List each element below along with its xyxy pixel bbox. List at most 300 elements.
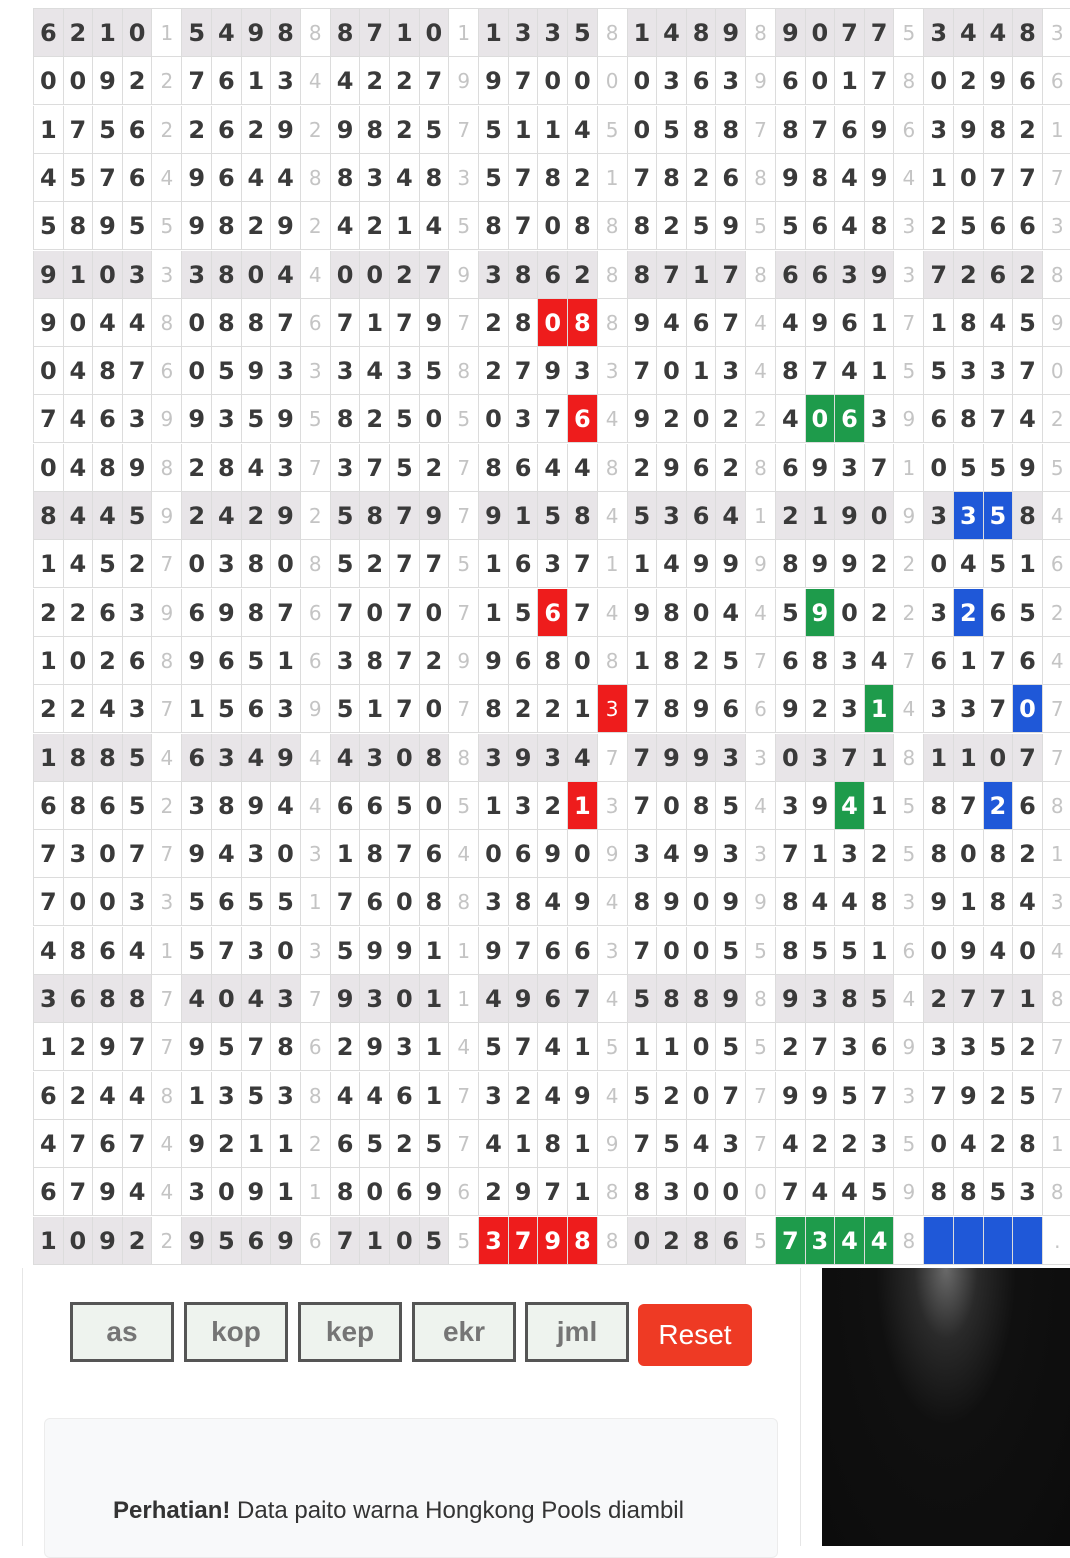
paito-digit: 1 (508, 492, 538, 540)
paito-digit: 9 (92, 57, 122, 105)
paito-digit: 5 (686, 202, 716, 250)
paito-digit: 3 (389, 1023, 419, 1071)
paito-digit-green: 4 (834, 782, 864, 830)
paito-digit: 4 (983, 299, 1013, 347)
paito-digit: 0 (686, 1072, 716, 1120)
notice-bold: Perhatian! (113, 1497, 231, 1524)
paito-separator-digit: 4 (597, 395, 627, 443)
paito-digit: 0 (834, 589, 864, 637)
paito-separator-digit: 9 (151, 589, 181, 637)
paito-separator-digit: 8 (745, 9, 775, 57)
paito-separator-digit: 9 (745, 57, 775, 105)
paito-digit: 5 (122, 492, 152, 540)
paito-digit: 0 (478, 830, 508, 878)
paito-digit: 0 (419, 9, 449, 57)
paito-digit: 1 (181, 685, 211, 733)
paito-separator-digit: 5 (745, 1217, 775, 1265)
paito-digit: 8 (983, 106, 1013, 154)
paito-digit-red: 0 (537, 299, 567, 347)
paito-digit-red: 6 (567, 395, 597, 443)
paito-digit: 2 (63, 9, 93, 57)
paito-digit: 2 (1012, 251, 1042, 299)
paito-digit: 4 (211, 9, 241, 57)
paito-digit: 8 (775, 540, 805, 588)
paito-separator-digit: 2 (300, 492, 330, 540)
paito-digit: 8 (330, 9, 360, 57)
paito-separator-digit: 3 (893, 202, 923, 250)
paito-digit: 8 (478, 202, 508, 250)
paito-digit: 9 (181, 1217, 211, 1265)
paito-digit: 8 (330, 1168, 360, 1216)
paito-separator-digit: 8 (300, 540, 330, 588)
paito-separator-digit: 1 (745, 492, 775, 540)
kep-input[interactable] (298, 1302, 402, 1362)
paito-digit: 9 (627, 589, 657, 637)
paito-digit: 6 (1012, 637, 1042, 685)
paito-digit: 6 (508, 540, 538, 588)
paito-separator-digit: 5 (745, 1023, 775, 1071)
paito-digit: 8 (953, 299, 983, 347)
paito-digit: 8 (775, 347, 805, 395)
paito-digit: 4 (359, 1072, 389, 1120)
paito-digit: 8 (627, 1168, 657, 1216)
paito-digit: 5 (508, 589, 538, 637)
paito-digit: 9 (805, 299, 835, 347)
paito-digit: 0 (270, 927, 300, 975)
paito-digit: 6 (181, 734, 211, 782)
paito-separator-digit: 7 (1042, 685, 1070, 733)
paito-digit: 3 (211, 1072, 241, 1120)
paito-row (33, 637, 1070, 685)
paito-digit: 1 (805, 830, 835, 878)
paito-separator-digit: 5 (448, 1217, 478, 1265)
paito-separator-digit: 1 (448, 9, 478, 57)
paito-digit: 8 (953, 395, 983, 443)
paito-digit: 4 (775, 299, 805, 347)
paito-digit: 8 (686, 782, 716, 830)
paito-digit: 4 (537, 878, 567, 926)
paito-digit: 7 (864, 9, 894, 57)
paito-digit: 5 (834, 1072, 864, 1120)
paito-digit: 8 (419, 734, 449, 782)
paito-digit: 6 (1012, 202, 1042, 250)
paito-digit: 2 (567, 251, 597, 299)
paito-digit: 4 (656, 299, 686, 347)
paito-separator-digit: 8 (893, 1217, 923, 1265)
paito-digit: 4 (537, 444, 567, 492)
paito-digit: 6 (211, 57, 241, 105)
paito-digit: 7 (389, 685, 419, 733)
paito-separator-digit: 1 (448, 927, 478, 975)
paito-digit: 3 (478, 734, 508, 782)
paito-digit: 0 (923, 57, 953, 105)
paito-digit-blue (953, 1217, 983, 1265)
video-ad-panel[interactable] (822, 1268, 1070, 1546)
paito-digit: 2 (775, 1023, 805, 1071)
paito-separator-digit: 8 (300, 9, 330, 57)
paito-separator-digit: 3 (300, 927, 330, 975)
paito-separator-digit: 8 (1042, 251, 1070, 299)
paito-digit: 9 (270, 395, 300, 443)
paito-digit: 1 (627, 1023, 657, 1071)
paito-digit: 5 (715, 1023, 745, 1071)
paito-digit: 2 (805, 685, 835, 733)
paito-digit: 4 (33, 154, 63, 202)
paito-digit: 2 (241, 202, 271, 250)
paito-digit: 5 (983, 444, 1013, 492)
paito-digit: 8 (508, 878, 538, 926)
paito-digit: 2 (656, 1217, 686, 1265)
paito-digit: 8 (63, 734, 93, 782)
paito-digit: 1 (63, 251, 93, 299)
paito-separator-digit: 9 (893, 1023, 923, 1071)
paito-digit: 0 (389, 878, 419, 926)
paito-digit: 4 (211, 492, 241, 540)
paito-digit: 3 (63, 830, 93, 878)
paito-digit: 6 (1012, 782, 1042, 830)
paito-digit: 5 (330, 540, 360, 588)
paito-digit: 9 (567, 1072, 597, 1120)
paito-digit: 8 (359, 492, 389, 540)
paito-separator-digit: 1 (597, 154, 627, 202)
paito-digit: 7 (953, 975, 983, 1023)
paito-digit: 3 (270, 444, 300, 492)
paito-digit: 6 (686, 492, 716, 540)
paito-digit: 9 (953, 1072, 983, 1120)
paito-separator-digit: 5 (1042, 444, 1070, 492)
notice-box (44, 1418, 778, 1558)
paito-digit: 4 (567, 444, 597, 492)
paito-digit: 7 (834, 734, 864, 782)
paito-row (33, 1120, 1070, 1168)
paito-digit: 6 (122, 154, 152, 202)
paito-separator-digit: 9 (745, 540, 775, 588)
paito-digit: 0 (686, 1023, 716, 1071)
paito-digit: 4 (241, 154, 271, 202)
paito-digit: 7 (508, 927, 538, 975)
paito-digit: 0 (923, 927, 953, 975)
paito-digit: 9 (181, 202, 211, 250)
paito-digit: 9 (181, 154, 211, 202)
paito-digit: 6 (122, 637, 152, 685)
paito-separator-digit: 7 (745, 106, 775, 154)
paito-digit: 3 (181, 251, 211, 299)
paito-digit: 0 (953, 830, 983, 878)
paito-digit-red: 3 (478, 1217, 508, 1265)
paito-digit: 3 (656, 57, 686, 105)
paito-digit: 9 (864, 106, 894, 154)
paito-digit: 7 (864, 1072, 894, 1120)
paito-digit: 9 (627, 395, 657, 443)
paito-digit: 3 (478, 878, 508, 926)
paito-digit: 7 (864, 57, 894, 105)
paito-digit: 2 (92, 637, 122, 685)
paito-separator-digit: 5 (448, 782, 478, 830)
paito-digit: 2 (241, 106, 271, 154)
paito-digit: 4 (834, 347, 864, 395)
paito-separator-digit: 4 (300, 57, 330, 105)
paito-digit: 9 (627, 299, 657, 347)
paito-digit: 0 (241, 251, 271, 299)
paito-separator-digit: 3 (300, 830, 330, 878)
paito-digit: 3 (508, 9, 538, 57)
paito-digit: 0 (686, 589, 716, 637)
paito-digit: 9 (805, 782, 835, 830)
paito-separator-digit: 7 (448, 589, 478, 637)
paito-digit: 7 (715, 1072, 745, 1120)
paito-separator-digit: 1 (597, 540, 627, 588)
paito-digit: 5 (241, 1072, 271, 1120)
paito-digit: 7 (656, 251, 686, 299)
paito-digit: 9 (656, 878, 686, 926)
paito-digit: 6 (775, 57, 805, 105)
paito-digit: 9 (775, 154, 805, 202)
paito-separator-digit: 8 (597, 251, 627, 299)
paito-digit: 1 (33, 637, 63, 685)
paito-digit: 1 (864, 347, 894, 395)
paito-digit: 8 (627, 202, 657, 250)
paito-digit: 1 (508, 106, 538, 154)
paito-digit: 4 (330, 1072, 360, 1120)
paito-digit: 2 (1012, 1023, 1042, 1071)
paito-digit: 9 (715, 878, 745, 926)
paito-digit: 3 (923, 106, 953, 154)
paito-row (33, 492, 1070, 540)
paito-row (33, 444, 1070, 492)
paito-separator-digit: 7 (448, 444, 478, 492)
paito-digit: 9 (241, 782, 271, 830)
paito-digit: 9 (775, 975, 805, 1023)
paito-digit: 8 (241, 299, 271, 347)
paito-separator-digit: 9 (893, 395, 923, 443)
paito-digit: 9 (686, 734, 716, 782)
paito-row (33, 975, 1070, 1023)
paito-separator-digit: 4 (893, 154, 923, 202)
paito-separator-digit: 6 (300, 1217, 330, 1265)
paito-digit: 3 (270, 1072, 300, 1120)
paito-separator-digit: 9 (448, 251, 478, 299)
paito-digit: 3 (330, 347, 360, 395)
paito-digit: 9 (359, 927, 389, 975)
paito-separator-digit: 5 (448, 202, 478, 250)
paito-digit: 1 (270, 1168, 300, 1216)
paito-digit: 3 (478, 251, 508, 299)
paito-digit: 2 (656, 1072, 686, 1120)
paito-digit: 4 (330, 57, 360, 105)
paito-digit: 0 (567, 637, 597, 685)
paito-separator-digit: 7 (300, 444, 330, 492)
paito-digit: 6 (241, 685, 271, 733)
paito-digit: 0 (63, 1217, 93, 1265)
paito-digit: 2 (864, 830, 894, 878)
paito-digit: 3 (715, 830, 745, 878)
paito-digit: 2 (63, 685, 93, 733)
paito-digit: 4 (656, 830, 686, 878)
paito-digit: 0 (359, 589, 389, 637)
paito-digit: 7 (805, 1023, 835, 1071)
paito-digit: 2 (211, 1120, 241, 1168)
paito-digit: 4 (92, 685, 122, 733)
reset-button[interactable]: Reset (638, 1304, 752, 1366)
paito-digit: 9 (478, 637, 508, 685)
paito-separator-digit: 5 (151, 202, 181, 250)
paito-digit: 0 (270, 830, 300, 878)
paito-separator-digit: 7 (893, 299, 923, 347)
paito-separator-digit: 2 (1042, 589, 1070, 637)
paito-separator-digit: 5 (893, 1120, 923, 1168)
paito-separator-digit: 2 (300, 202, 330, 250)
paito-digit: 8 (775, 927, 805, 975)
paito-digit: 7 (122, 1023, 152, 1071)
paito-separator-digit: 8 (300, 1072, 330, 1120)
paito-digit: 4 (537, 1072, 567, 1120)
paito-digit: 7 (567, 540, 597, 588)
paito-digit: 5 (775, 589, 805, 637)
paito-digit: 8 (923, 830, 953, 878)
paito-digit: 2 (923, 202, 953, 250)
paito-separator-digit: 4 (893, 685, 923, 733)
paito-digit: 8 (864, 202, 894, 250)
paito-digit: 7 (508, 202, 538, 250)
paito-separator-digit: 8 (597, 444, 627, 492)
paito-digit: 3 (330, 444, 360, 492)
paito-digit: 7 (983, 637, 1013, 685)
paito-grid (33, 8, 1070, 1269)
paito-digit: 3 (537, 9, 567, 57)
paito-digit: 1 (359, 299, 389, 347)
paito-digit: 2 (715, 395, 745, 443)
paito-digit: 3 (508, 782, 538, 830)
paito-separator-digit: 3 (745, 734, 775, 782)
paito-digit-blue (1012, 1217, 1042, 1265)
paito-separator-digit: 7 (151, 1023, 181, 1071)
paito-digit: 2 (419, 637, 449, 685)
paito-digit: 1 (33, 540, 63, 588)
paito-digit: 7 (627, 927, 657, 975)
paito-digit: 9 (983, 57, 1013, 105)
paito-digit: 2 (686, 154, 716, 202)
as-input[interactable] (70, 1302, 174, 1362)
paito-separator-digit: 4 (151, 1120, 181, 1168)
paito-separator-digit: 5 (893, 830, 923, 878)
paito-row (33, 830, 1070, 878)
paito-separator-digit: 8 (1042, 975, 1070, 1023)
kop-input[interactable] (184, 1302, 288, 1362)
paito-digit: 1 (686, 347, 716, 395)
paito-separator-digit: 5 (893, 9, 923, 57)
paito-separator-digit: 5 (893, 782, 923, 830)
paito-separator-digit: 7 (448, 685, 478, 733)
paito-digit: 9 (508, 1168, 538, 1216)
paito-digit: 2 (715, 444, 745, 492)
paito-digit: 9 (864, 154, 894, 202)
paito-digit: 7 (567, 975, 597, 1023)
paito-digit: 8 (805, 154, 835, 202)
paito-digit: 7 (805, 347, 835, 395)
paito-separator-digit: 8 (597, 1168, 627, 1216)
paito-digit: 0 (627, 57, 657, 105)
paito-digit: 1 (953, 637, 983, 685)
paito-digit: 6 (359, 878, 389, 926)
paito-digit: 5 (1012, 589, 1042, 637)
paito-digit: 9 (330, 106, 360, 154)
paito-digit: 9 (805, 1072, 835, 1120)
paito-digit: 6 (92, 395, 122, 443)
paito-separator-digit: 8 (893, 734, 923, 782)
paito-digit: 4 (537, 1023, 567, 1071)
paito-separator-digit: 6 (893, 927, 923, 975)
paito-digit: 0 (33, 57, 63, 105)
paito-digit: 3 (181, 782, 211, 830)
paito-digit: 2 (181, 106, 211, 154)
paito-separator-digit: 1 (893, 444, 923, 492)
paito-digit: 1 (478, 589, 508, 637)
paito-digit: 7 (508, 154, 538, 202)
paito-digit: 7 (508, 1023, 538, 1071)
paito-digit: 2 (419, 444, 449, 492)
paito-digit: 0 (92, 830, 122, 878)
paito-digit: 7 (923, 1072, 953, 1120)
paito-digit: 8 (508, 299, 538, 347)
paito-digit: 6 (122, 106, 152, 154)
paito-digit: 9 (834, 492, 864, 540)
paito-digit: 7 (63, 1120, 93, 1168)
paito-digit: 8 (656, 975, 686, 1023)
paito-digit: 4 (419, 202, 449, 250)
paito-digit: 0 (567, 57, 597, 105)
paito-digit: 2 (359, 202, 389, 250)
paito-digit: 1 (241, 1120, 271, 1168)
paito-digit: 9 (805, 444, 835, 492)
paito-digit: 2 (63, 1072, 93, 1120)
paito-separator-digit: 8 (597, 9, 627, 57)
paito-digit: 8 (686, 106, 716, 154)
paito-digit: 8 (211, 782, 241, 830)
paito-separator-digit: 7 (1042, 1072, 1070, 1120)
paito-digit: 0 (419, 685, 449, 733)
jml-input[interactable] (525, 1302, 629, 1362)
paito-digit: 0 (953, 154, 983, 202)
paito-digit: 0 (33, 444, 63, 492)
paito-digit: 2 (656, 395, 686, 443)
paito-digit: 0 (923, 1120, 953, 1168)
paito-separator-digit: 6 (1042, 540, 1070, 588)
paito-digit: 6 (715, 154, 745, 202)
paito-separator-digit: 2 (300, 106, 330, 154)
paito-separator-digit: 8 (448, 347, 478, 395)
paito-digit: 6 (1012, 57, 1042, 105)
paito-digit: 3 (359, 154, 389, 202)
ekr-input[interactable] (412, 1302, 516, 1362)
paito-digit: 3 (33, 975, 63, 1023)
paito-digit: 3 (122, 589, 152, 637)
paito-separator-digit: 3 (893, 251, 923, 299)
paito-digit: 7 (63, 1168, 93, 1216)
paito-separator-digit: 4 (1042, 927, 1070, 975)
paito-separator-digit: 3 (1042, 9, 1070, 57)
paito-digit: 3 (181, 1168, 211, 1216)
paito-digit-blue (983, 1217, 1013, 1265)
paito-digit: 9 (715, 975, 745, 1023)
paito-digit: 3 (241, 927, 271, 975)
paito-separator-digit: 4 (448, 830, 478, 878)
paito-digit: 3 (805, 975, 835, 1023)
paito-digit: 2 (983, 1072, 1013, 1120)
paito-digit: 0 (715, 1168, 745, 1216)
paito-digit: 7 (389, 589, 419, 637)
paito-digit: 1 (656, 1023, 686, 1071)
paito-digit: 7 (33, 395, 63, 443)
